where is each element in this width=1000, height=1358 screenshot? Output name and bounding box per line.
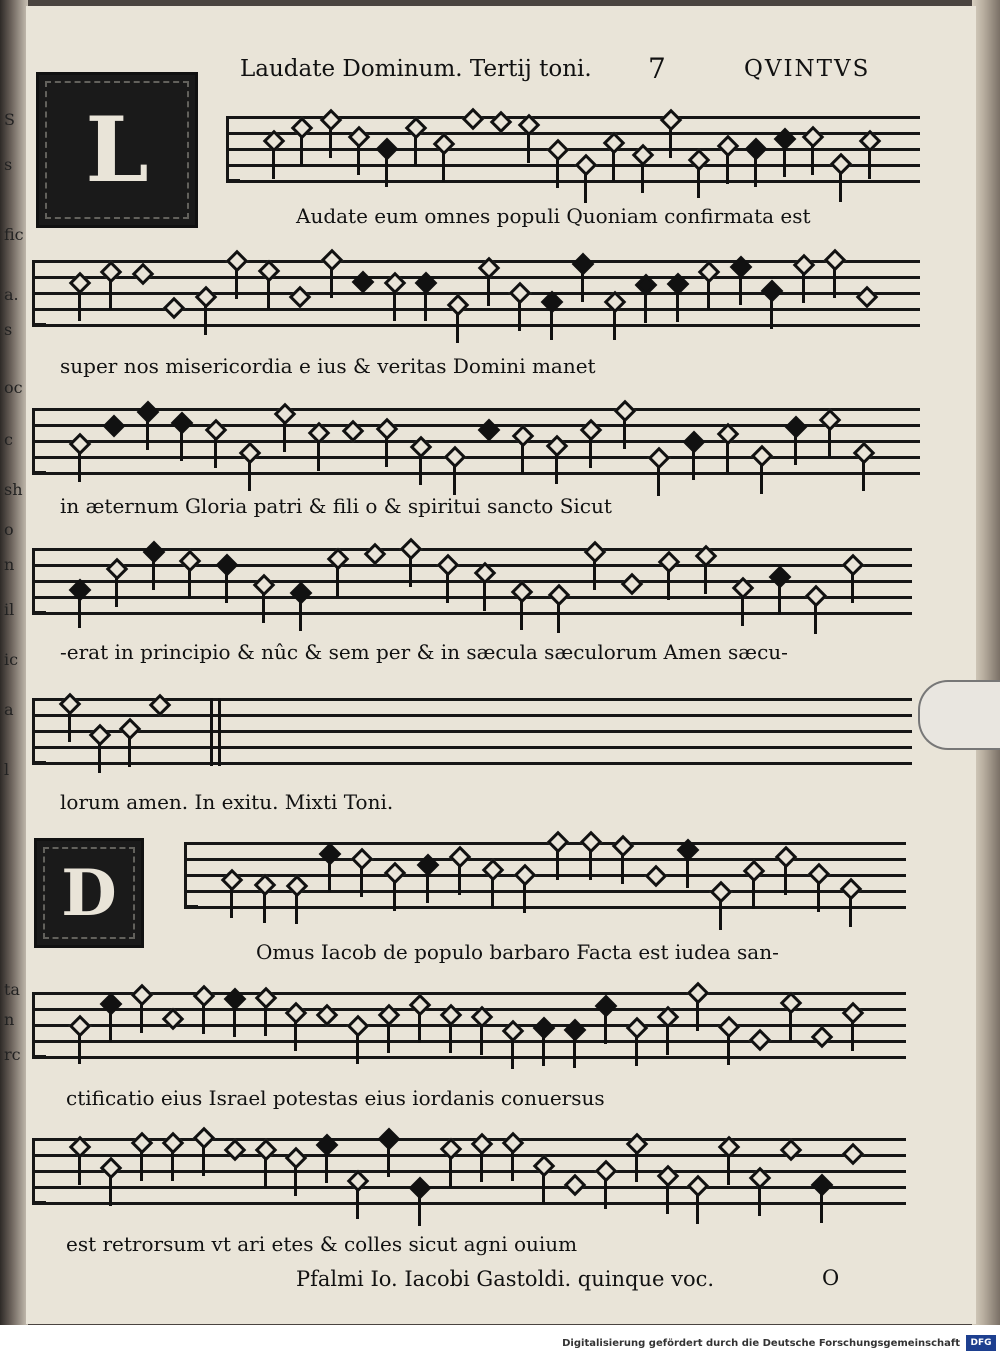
note-stem bbox=[393, 291, 396, 321]
note-stem bbox=[584, 173, 587, 203]
staff-line bbox=[32, 1056, 906, 1059]
music-note bbox=[490, 111, 513, 134]
note-stem bbox=[726, 442, 729, 472]
note-stem bbox=[418, 1196, 421, 1226]
note-stem bbox=[542, 1036, 545, 1066]
lyric-line: Omus Iacob de populo barbaro Facta est iudea san- bbox=[256, 940, 779, 964]
note-stem bbox=[727, 1155, 730, 1185]
music-note bbox=[223, 1139, 246, 1162]
music-staff bbox=[32, 1134, 906, 1208]
note-stem bbox=[814, 604, 817, 634]
note-stem bbox=[272, 149, 275, 179]
music-staff bbox=[226, 112, 920, 186]
note-stem bbox=[78, 452, 81, 482]
note-stem bbox=[789, 1011, 792, 1041]
music-note bbox=[289, 286, 312, 309]
note-stem bbox=[480, 1025, 483, 1055]
note-stem bbox=[356, 1189, 359, 1219]
note-stem bbox=[128, 737, 131, 767]
adjacent-page-margin-text: n bbox=[4, 555, 15, 574]
page-header-title: Laudate Dominum. Tertij toni. bbox=[240, 56, 592, 82]
clef-symbol bbox=[184, 842, 198, 908]
note-stem bbox=[770, 299, 773, 329]
note-stem bbox=[385, 437, 388, 467]
note-stem bbox=[480, 1152, 483, 1182]
music-note bbox=[132, 263, 155, 286]
note-stem bbox=[752, 879, 755, 909]
note-stem bbox=[542, 1174, 545, 1204]
note-stem bbox=[294, 1021, 297, 1051]
staff-line bbox=[32, 746, 912, 749]
note-stem bbox=[453, 465, 456, 495]
note-stem bbox=[202, 1146, 205, 1176]
note-stem bbox=[78, 1155, 81, 1185]
note-stem bbox=[849, 897, 852, 927]
music-note bbox=[103, 415, 126, 438]
printer-signature-line: Pfalmi Io. Iacobi Gastoldi. quinque voc. bbox=[296, 1267, 715, 1291]
note-stem bbox=[356, 1034, 359, 1064]
adjacent-page-margin-text: l bbox=[4, 760, 10, 779]
note-stem bbox=[623, 419, 626, 449]
initial-letter: L bbox=[85, 97, 149, 203]
staff-line bbox=[32, 1008, 906, 1011]
note-stem bbox=[115, 577, 118, 607]
note-stem bbox=[666, 1184, 669, 1214]
staff-line bbox=[226, 164, 920, 167]
adjacent-page-margin-text: s bbox=[4, 155, 13, 174]
note-stem bbox=[520, 600, 523, 630]
note-stem bbox=[283, 422, 286, 452]
clef-symbol bbox=[226, 116, 240, 182]
clef-symbol bbox=[32, 698, 46, 764]
staff-line bbox=[32, 1024, 906, 1027]
staff-line bbox=[32, 1186, 906, 1189]
note-stem bbox=[414, 136, 417, 166]
signature-mark: O bbox=[822, 1266, 840, 1290]
note-stem bbox=[573, 1038, 576, 1068]
note-stem bbox=[635, 1152, 638, 1182]
staff-line bbox=[32, 730, 912, 733]
note-stem bbox=[188, 569, 191, 599]
note-stem bbox=[78, 1034, 81, 1064]
adjacent-page-margin-text: n bbox=[4, 1010, 15, 1029]
staff-line bbox=[32, 1170, 906, 1173]
adjacent-page-margin-text: fic bbox=[4, 225, 24, 244]
staff-line bbox=[184, 906, 906, 909]
clef-symbol bbox=[32, 408, 46, 474]
note-stem bbox=[644, 293, 647, 323]
staff-line bbox=[32, 276, 920, 279]
lyric-line: super nos misericordia e ius & veritas Domini manet bbox=[60, 354, 596, 378]
note-stem bbox=[581, 272, 584, 302]
decorated-initial-l bbox=[36, 72, 198, 228]
note-stem bbox=[295, 894, 298, 924]
note-stem bbox=[330, 268, 333, 298]
note-stem bbox=[666, 1025, 669, 1055]
note-stem bbox=[140, 1151, 143, 1181]
note-stem bbox=[817, 882, 820, 912]
staff-line bbox=[32, 1040, 906, 1043]
note-stem bbox=[754, 157, 757, 187]
staff-line bbox=[32, 260, 920, 263]
adjacent-page-margin-text: c bbox=[4, 430, 13, 449]
note-stem bbox=[418, 1013, 421, 1043]
note-stem bbox=[635, 1036, 638, 1066]
staff-line bbox=[32, 762, 912, 765]
note-stem bbox=[317, 441, 320, 471]
note-stem bbox=[604, 1179, 607, 1209]
note-stem bbox=[385, 157, 388, 187]
staff-line bbox=[184, 874, 906, 877]
note-stem bbox=[593, 560, 596, 590]
note-stem bbox=[68, 712, 71, 742]
note-stem bbox=[707, 280, 710, 310]
book-pages-right-edge bbox=[972, 0, 1000, 1325]
note-stem bbox=[267, 279, 270, 309]
music-note bbox=[621, 573, 644, 596]
note-stem bbox=[589, 438, 592, 468]
page-clip bbox=[918, 680, 1000, 750]
initial-ornament bbox=[43, 847, 135, 939]
clef-symbol bbox=[32, 548, 46, 614]
note-stem bbox=[491, 878, 494, 908]
music-note bbox=[363, 543, 386, 566]
note-stem bbox=[262, 593, 265, 623]
note-stem bbox=[511, 1151, 514, 1181]
staff-line bbox=[32, 456, 920, 459]
note-stem bbox=[692, 450, 695, 480]
adjacent-page-margin-text: a bbox=[4, 700, 14, 719]
music-note bbox=[749, 1029, 772, 1052]
staff-line bbox=[226, 180, 920, 183]
note-stem bbox=[589, 850, 592, 880]
note-stem bbox=[140, 1003, 143, 1033]
note-stem bbox=[300, 136, 303, 166]
music-staff bbox=[32, 988, 906, 1062]
lyric-line: Audate eum omnes populi Quoniam confirmata est bbox=[296, 204, 811, 228]
staff-line bbox=[32, 992, 906, 995]
dfg-logo: DFG bbox=[966, 1335, 996, 1351]
clef-symbol bbox=[32, 992, 46, 1058]
note-stem bbox=[686, 858, 689, 888]
note-stem bbox=[78, 598, 81, 628]
note-stem bbox=[225, 573, 228, 603]
music-staff bbox=[184, 838, 906, 912]
note-stem bbox=[329, 128, 332, 158]
note-stem bbox=[294, 1166, 297, 1196]
note-stem bbox=[456, 313, 459, 343]
adjacent-page-margin-text: a. bbox=[4, 285, 19, 304]
note-stem bbox=[336, 567, 339, 597]
music-staff bbox=[32, 694, 912, 768]
note-stem bbox=[811, 145, 814, 175]
note-stem bbox=[78, 291, 81, 321]
note-stem bbox=[719, 900, 722, 930]
note-stem bbox=[613, 310, 616, 340]
staff-line bbox=[32, 292, 920, 295]
note-stem bbox=[696, 1194, 699, 1224]
note-stem bbox=[98, 743, 101, 773]
staff-line bbox=[184, 858, 906, 861]
note-stem bbox=[760, 464, 763, 494]
adjacent-page-margin-text: rc bbox=[4, 1045, 21, 1064]
note-stem bbox=[263, 893, 266, 923]
page-number: 7 bbox=[648, 52, 666, 85]
final-barline bbox=[210, 698, 213, 766]
note-stem bbox=[669, 128, 672, 158]
note-stem bbox=[109, 1176, 112, 1206]
note-stem bbox=[328, 862, 331, 892]
note-stem bbox=[511, 1039, 514, 1069]
note-stem bbox=[521, 444, 524, 474]
note-stem bbox=[697, 168, 700, 198]
note-stem bbox=[556, 850, 559, 880]
adjacent-page-margin-text: o bbox=[4, 520, 14, 539]
music-staff bbox=[32, 544, 912, 618]
final-barline bbox=[218, 698, 221, 766]
note-stem bbox=[487, 276, 490, 306]
staff-line bbox=[32, 1202, 906, 1205]
note-stem bbox=[739, 275, 742, 305]
note-stem bbox=[555, 454, 558, 484]
lyric-line: ctificatio eius Israel potestas eius iordanis conuersus bbox=[66, 1086, 605, 1110]
note-stem bbox=[851, 573, 854, 603]
note-stem bbox=[264, 1158, 267, 1188]
music-note bbox=[563, 1174, 586, 1197]
staff-line bbox=[32, 1154, 906, 1157]
voice-part-label: QVINTVS bbox=[744, 56, 871, 82]
note-stem bbox=[758, 1186, 761, 1216]
note-stem bbox=[696, 1001, 699, 1031]
note-stem bbox=[426, 873, 429, 903]
note-stem bbox=[409, 557, 412, 587]
note-stem bbox=[483, 581, 486, 611]
note-stem bbox=[387, 1023, 390, 1053]
lyric-line: est retrorsum vt ari etes & colles sicut agni ouium bbox=[66, 1232, 578, 1256]
note-stem bbox=[784, 865, 787, 895]
note-stem bbox=[264, 1006, 267, 1036]
note-stem bbox=[868, 149, 871, 179]
note-stem bbox=[109, 280, 112, 310]
staff-line bbox=[32, 440, 920, 443]
initial-letter: D bbox=[61, 855, 117, 931]
adjacent-page-margin-text: ic bbox=[4, 650, 19, 669]
note-stem bbox=[360, 867, 363, 897]
initial-ornament bbox=[45, 81, 189, 219]
note-stem bbox=[449, 1157, 452, 1187]
note-stem bbox=[518, 301, 521, 331]
adjacent-page-margin-text: sh bbox=[4, 480, 23, 499]
note-stem bbox=[667, 570, 670, 600]
lyric-line: in æternum Gloria patri & fili o & spiritui sancto Sicut bbox=[60, 494, 612, 518]
note-stem bbox=[424, 291, 427, 321]
note-stem bbox=[235, 269, 238, 299]
note-stem bbox=[180, 431, 183, 461]
note-stem bbox=[214, 438, 217, 468]
note-stem bbox=[621, 854, 624, 884]
music-staff bbox=[32, 404, 920, 478]
music-staff bbox=[32, 256, 920, 330]
note-stem bbox=[299, 601, 302, 631]
note-stem bbox=[146, 420, 149, 450]
clef-symbol bbox=[32, 260, 46, 326]
staff-line bbox=[32, 324, 920, 327]
note-stem bbox=[550, 310, 553, 340]
note-stem bbox=[387, 1147, 390, 1177]
funding-credit: Digitalisierung gefördert durch die Deutsche Forschungsgemeinschaft bbox=[562, 1338, 960, 1349]
note-stem bbox=[778, 585, 781, 615]
note-stem bbox=[419, 455, 422, 485]
note-stem bbox=[727, 1035, 730, 1065]
note-stem bbox=[152, 560, 155, 590]
note-stem bbox=[233, 1007, 236, 1037]
staff-line bbox=[32, 472, 920, 475]
note-stem bbox=[556, 158, 559, 188]
note-stem bbox=[557, 603, 560, 633]
note-stem bbox=[851, 1021, 854, 1051]
note-stem bbox=[802, 273, 805, 303]
clef-symbol bbox=[32, 1138, 46, 1204]
music-note bbox=[811, 1026, 834, 1049]
note-stem bbox=[449, 1023, 452, 1053]
note-stem bbox=[820, 1193, 823, 1223]
note-stem bbox=[325, 1153, 328, 1183]
note-stem bbox=[171, 1151, 174, 1181]
music-note bbox=[780, 1139, 803, 1162]
note-stem bbox=[839, 172, 842, 202]
note-stem bbox=[612, 151, 615, 181]
adjacent-page-margin-text: s bbox=[4, 320, 13, 339]
music-note bbox=[644, 865, 667, 888]
note-stem bbox=[641, 163, 644, 193]
adjacent-page-margin-text: S bbox=[4, 110, 15, 129]
music-note bbox=[352, 271, 375, 294]
note-stem bbox=[833, 268, 836, 298]
note-stem bbox=[109, 1012, 112, 1042]
note-stem bbox=[446, 573, 449, 603]
note-stem bbox=[704, 564, 707, 594]
note-stem bbox=[676, 292, 679, 322]
staff-line bbox=[32, 714, 912, 717]
book-binding-left bbox=[0, 0, 28, 1325]
adjacent-page-margin-text: il bbox=[4, 600, 15, 619]
note-stem bbox=[794, 435, 797, 465]
note-stem bbox=[230, 888, 233, 918]
music-note bbox=[478, 419, 501, 442]
music-note bbox=[163, 297, 186, 320]
adjacent-page-margin-text: ta bbox=[4, 980, 20, 999]
note-stem bbox=[828, 428, 831, 458]
lyric-line: -erat in principio & nûc & sem per & in sæcula sæculorum Amen sæcu- bbox=[60, 640, 788, 664]
note-stem bbox=[248, 461, 251, 491]
note-stem bbox=[458, 865, 461, 895]
adjacent-page-margin-text: oc bbox=[4, 378, 23, 397]
note-stem bbox=[357, 145, 360, 175]
note-stem bbox=[204, 305, 207, 335]
music-note bbox=[842, 1143, 865, 1166]
staff-line bbox=[184, 842, 906, 845]
note-stem bbox=[726, 154, 729, 184]
note-stem bbox=[604, 1014, 607, 1044]
music-note bbox=[461, 108, 484, 131]
decorated-initial-d bbox=[34, 838, 144, 948]
note-stem bbox=[523, 883, 526, 913]
staff-line bbox=[32, 408, 920, 411]
note-stem bbox=[527, 133, 530, 163]
note-stem bbox=[741, 596, 744, 626]
note-stem bbox=[783, 147, 786, 177]
note-stem bbox=[442, 152, 445, 182]
note-stem bbox=[657, 466, 660, 496]
note-stem bbox=[862, 461, 865, 491]
note-stem bbox=[202, 1004, 205, 1034]
lyric-line: lorum amen. In exitu. Mixti Toni. bbox=[60, 790, 394, 814]
note-stem bbox=[393, 881, 396, 911]
music-note bbox=[855, 286, 878, 309]
